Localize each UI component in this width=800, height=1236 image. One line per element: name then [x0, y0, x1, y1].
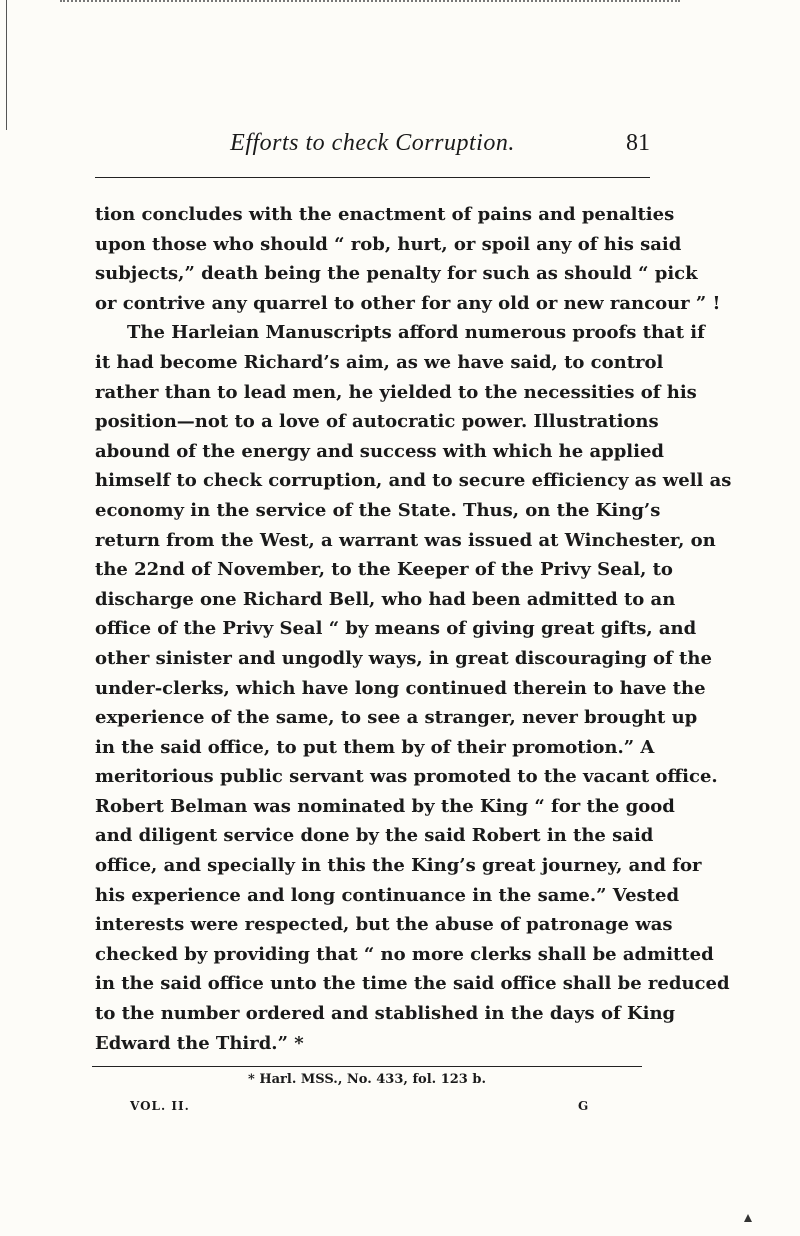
corner-mark-icon: [744, 1214, 752, 1222]
text-line: his experience and long continuance in the same.” Vested: [95, 884, 680, 906]
text-line: Robert Belman was nominated by the King “ for the good: [95, 795, 675, 817]
text-line: experience of the same, to see a stranger, never brought up: [95, 707, 698, 729]
text-line: it had become Richard’s aim, as we have said, to control: [95, 351, 664, 373]
text-line: position—not to a love of autocratic power. Illustrations: [95, 411, 659, 433]
volume-signature: VOL. II.: [130, 1099, 190, 1113]
text-line: checked by providing that “ no more clerks shall be admitted: [95, 943, 714, 965]
text-line: tion concludes with the enactment of pains and penalties: [95, 204, 675, 225]
text-line: or contrive any quarrel to other for any old or new rancour ” !: [95, 292, 721, 314]
text-line: in the said office, to put them by of their promotion.” A: [95, 736, 655, 758]
text-line: office of the Privy Seal “ by means of giving great gifts, and: [95, 618, 697, 640]
text-line: interests were respected, but the abuse of patronage was: [95, 914, 673, 936]
footnote-rule: [92, 1066, 642, 1067]
scan-edge-line: [6, 0, 7, 130]
text-line: other sinister and ungodly ways, in great discouraging of the: [95, 647, 712, 669]
running-title: Efforts to check Corruption.: [230, 130, 515, 156]
text-line: the 22nd of November, to the Keeper of the Privy Seal, to: [95, 559, 673, 581]
text-line: abound of the energy and success with which he applied: [95, 440, 665, 462]
text-line: himself to check corruption, and to secure efficiency as well as: [95, 470, 732, 492]
text-line: rather than to lead men, he yielded to the necessities of his: [95, 381, 697, 403]
running-head: [95, 130, 650, 166]
text-line: upon those who should “ rob, hurt, or spoil any of his said: [95, 233, 682, 255]
body-text: [95, 200, 732, 1058]
scan-top-specks: [60, 0, 680, 8]
text-line: and diligent service done by the said Robert in the said: [95, 825, 654, 847]
page-number: 81: [626, 130, 650, 156]
footnote: * Harl. MSS., No. 433, fol. 123 b.: [248, 1072, 486, 1087]
header-rule: [95, 177, 650, 178]
text-line: discharge one Richard Bell, who had been admitted to an: [95, 588, 676, 610]
text-line: office, and specially in this the King’s great journey, and for: [95, 855, 702, 877]
text-line: to the number ordered and stablished in the days of King: [95, 1003, 676, 1025]
text-line: The Harleian Manuscripts afford numerous proofs that if: [127, 322, 705, 344]
text-line: in the said office unto the time the said office shall be reduced: [95, 973, 730, 995]
sheet-signature: G: [578, 1099, 589, 1113]
text-line: under-clerks, which have long continued therein to have the: [95, 677, 706, 699]
text-line: return from the West, a warrant was issued at Winchester, on: [95, 529, 716, 551]
text-line: subjects,” death being the penalty for such as should “ pick: [95, 263, 698, 285]
text-line: Edward the Third.” *: [95, 1032, 304, 1054]
text-line: meritorious public servant was promoted to the vacant office.: [95, 766, 718, 788]
text-line: economy in the service of the State. Thus, on the King’s: [95, 499, 661, 521]
